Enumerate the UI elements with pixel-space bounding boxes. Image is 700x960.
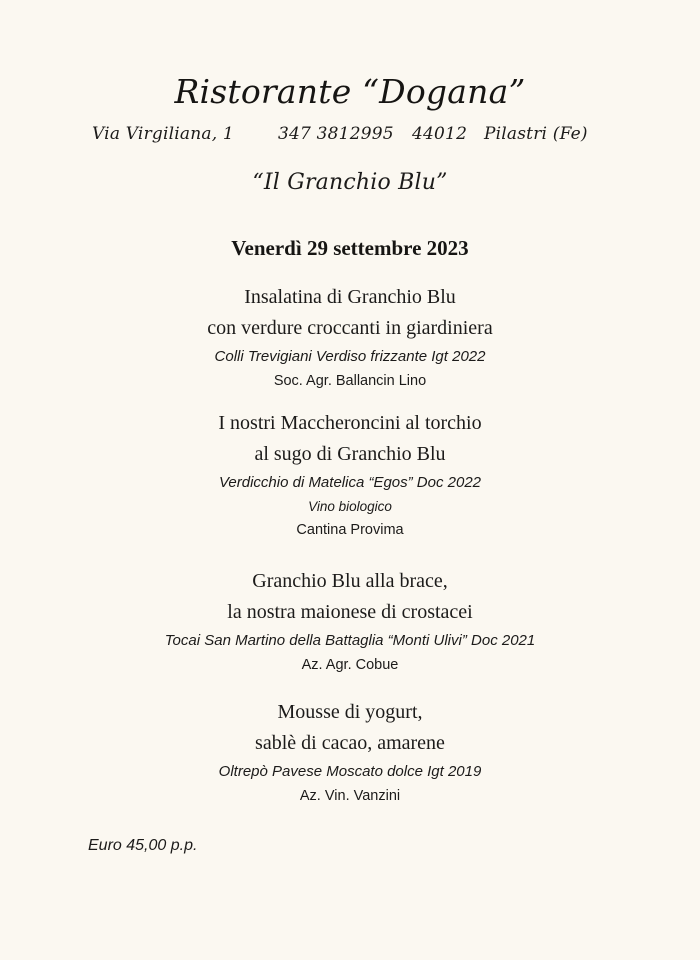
wine-producer: Az. Agr. Cobue [301,657,399,673]
wine-note: Vino biologico [308,499,392,514]
wine-producer: Soc. Agr. Ballancin Lino [273,373,427,389]
price: Euro 45,00 p.p. [88,837,198,854]
wine-producer: Az. Vin. Vanzini [299,788,401,804]
wine-pairing: Tocai San Martino della Battaglia “Monti Ulivi” Doc 2021 [164,632,536,649]
course-1 [0,282,700,393]
wine-pairing: Oltrepò Pavese Moscato dolce Igt 2019 [218,763,482,780]
address-street: Via Virgiliana, 1 [92,124,234,144]
course-4 [0,697,700,808]
event-date: Venerdì 29 settembre 2023 [231,236,469,260]
course-3 [0,566,700,677]
dish-line: Granchio Blu alla brace, [252,570,448,592]
address-phone: 347 3812995 [278,124,394,144]
dish-line: Insalatina di Granchio Blu [244,286,456,308]
address-postal-code: 44012 [412,124,468,144]
wine-pairing: Verdicchio di Matelica “Egos” Doc 2022 [218,474,482,491]
dish-line: la nostra maionese di crostacei [227,601,473,623]
address-city: Pilastri (Fe) [484,124,588,144]
course-2 [0,408,700,542]
dish-line: con verdure croccanti in giardiniera [207,317,493,339]
event-title: “Il Granchio Blu” [252,170,448,195]
dish-line: al sugo di Granchio Blu [254,443,446,465]
dish-line: Mousse di yogurt, [277,701,423,723]
wine-producer: Cantina Provima [296,522,404,538]
dish-line: sablè di cacao, amarene [255,732,445,754]
dish-line: I nostri Maccheroncini al torchio [218,412,482,434]
wine-pairing: Colli Trevigiani Verdiso frizzante Igt 2022 [214,348,486,365]
restaurant-name: Ristorante “Dogana” [174,72,526,111]
